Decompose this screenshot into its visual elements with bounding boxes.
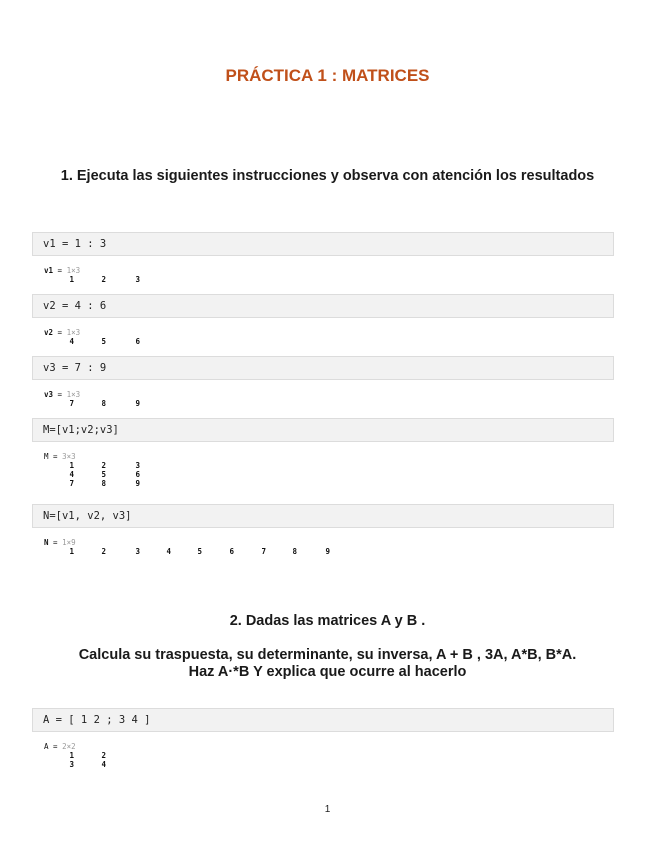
matrix-cell: 4 (166, 547, 171, 556)
matrix-cell: 3 (135, 275, 140, 284)
matrix-cell: 5 (197, 547, 202, 556)
matrix-cell: 5 (101, 470, 106, 479)
output-v2 (44, 328, 140, 346)
matrix-row (44, 479, 140, 488)
matrix-row (44, 275, 140, 284)
matrix-cell: 6 (135, 470, 140, 479)
matrix-cell: 8 (101, 479, 106, 488)
matrix-cell: 7 (261, 547, 266, 556)
matrix-cell: 4 (69, 337, 74, 346)
code-input-a[interactable]: A = [ 1 2 ; 3 4 ] (32, 708, 614, 732)
matrix-cell: 6 (229, 547, 234, 556)
matrix-cell: 2 (101, 275, 106, 284)
output-header: v2 = 1×3 (44, 328, 81, 337)
matrix-cell: 7 (69, 399, 74, 408)
matrix-cell: 1 (69, 461, 74, 470)
exercise-1-heading: 1. Ejecuta las siguientes instrucciones y observa con atención los resultados (60, 168, 595, 184)
document-title: PRÁCTICA 1 : MATRICES (225, 66, 430, 85)
exercise-2-instructions (40, 647, 615, 681)
code-input-n[interactable]: N=[v1, v2, v3] (32, 504, 614, 528)
output-a (44, 742, 106, 769)
matrix-cell: 1 (69, 751, 74, 760)
matrix-cell: 1 (69, 547, 74, 556)
matrix-cell: 3 (135, 461, 140, 470)
matrix-cell: 7 (69, 479, 74, 488)
matrix-cell: 6 (135, 337, 140, 346)
matrix-cell: 4 (101, 760, 106, 769)
instructions-line-2: Haz A·*B Y explica que ocurre al hacerlo (188, 664, 467, 680)
matrix-cell: 3 (69, 760, 74, 769)
code-input-v3[interactable]: v3 = 7 : 9 (32, 356, 614, 380)
matrix-row (44, 470, 140, 479)
instructions-line-1: Calcula su traspuesta, su determinante, su inversa, A + B , 3A, A*B, B*A. (78, 647, 577, 663)
matrix-cell: 9 (135, 479, 140, 488)
output-m (44, 452, 140, 488)
matrix-cell: 5 (101, 337, 106, 346)
matrix-cell: 9 (325, 547, 330, 556)
matrix-row (44, 760, 106, 769)
matrix-row (44, 751, 106, 760)
output-header: v3 = 1×3 (44, 390, 81, 399)
matrix-cell: 9 (135, 399, 140, 408)
matrix-cell: 3 (135, 547, 140, 556)
code-input-m[interactable]: M=[v1;v2;v3] (32, 418, 614, 442)
matrix-row (44, 399, 140, 408)
matrix-cell: 8 (292, 547, 297, 556)
output-v3 (44, 390, 140, 408)
matrix-cell: 2 (101, 461, 106, 470)
matrix-cell: 4 (69, 470, 74, 479)
code-input-v1[interactable]: v1 = 1 : 3 (32, 232, 614, 256)
matrix-row (44, 337, 140, 346)
output-header: N = 1×9 (44, 538, 76, 547)
output-n (44, 538, 330, 556)
code-input-v2[interactable]: v2 = 4 : 6 (32, 294, 614, 318)
output-header: v1 = 1×3 (44, 266, 81, 275)
output-header: M = 3×3 (44, 452, 76, 461)
exercise-2-heading: 2. Dadas las matrices A y B . (229, 613, 426, 629)
matrix-cell: 1 (69, 275, 74, 284)
matrix-cell: 8 (101, 399, 106, 408)
output-header: A = 2×2 (44, 742, 76, 751)
matrix-row (44, 461, 140, 470)
matrix-cell: 2 (101, 751, 106, 760)
matrix-row (44, 547, 330, 556)
matrix-cell: 2 (101, 547, 106, 556)
output-v1 (44, 266, 140, 284)
page-number: 1 (324, 804, 331, 815)
